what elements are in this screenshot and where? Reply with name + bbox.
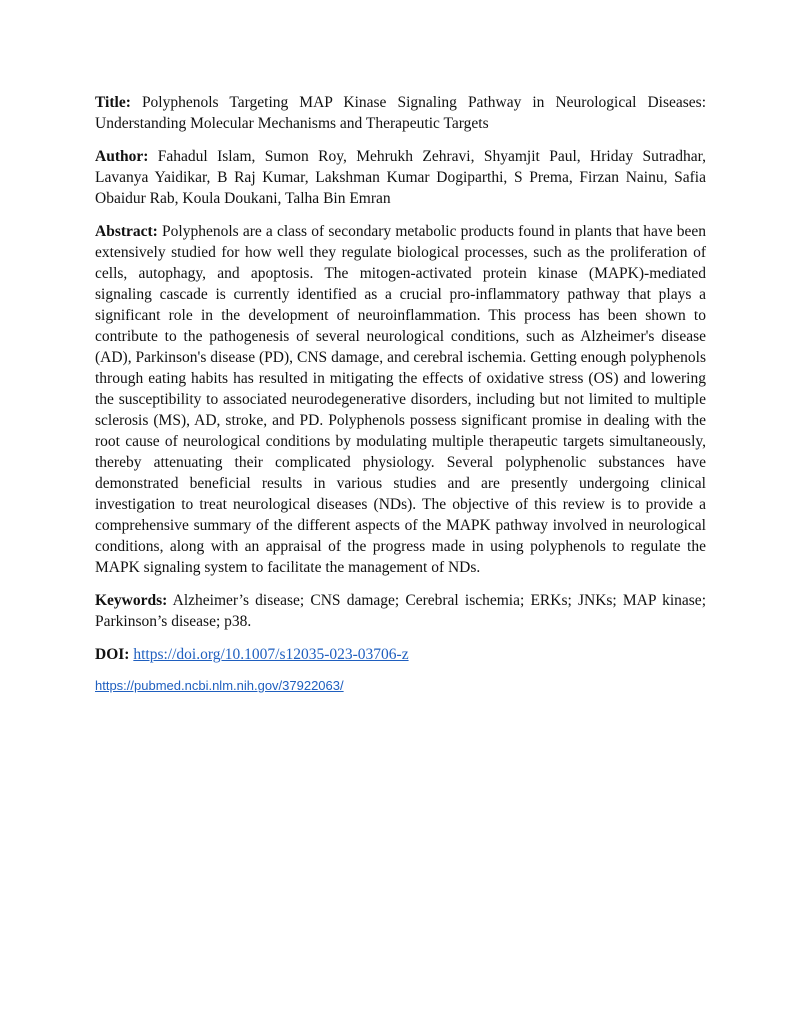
pubmed-line	[95, 677, 706, 695]
pubmed-link[interactable]: https://pubmed.ncbi.nlm.nih.gov/37922063/	[95, 678, 344, 693]
doi-paragraph	[95, 644, 706, 665]
abstract-text: Polyphenols are a class of secondary metabolic products found in plants that have been extensively studied for how well they regulate biological processes, such as the proliferation of cells, autophagy, and apoptosis. The mitogen-activated protein kinase (MAPK)-mediated signaling cascade is currently identified as a crucial pro-inflammatory pathway that plays a significant role in the development of neuroinflammation. This process has been shown to contribute to the pathogenesis of several neurological conditions, such as Alzheimer's disease (AD), Parkinson's disease (PD), CNS damage, and cerebral ischemia. Getting enough polyphenols through eating habits has resulted in mitigating the effects of oxidative stress (OS) and lowering the susceptibility to associated neurodegenerative disorders, including but not limited to multiple sclerosis (MS), AD, stroke, and PD. Polyphenols possess significant promise in dealing with the root cause of neurological conditions by modulating multiple therapeutic targets simultaneously, thereby attenuating their complicated physiology. Several polyphenolic substances have demonstrated beneficial results in various studies and are presently undergoing clinical investigation to treat neurological diseases (NDs). The objective of this review is to provide a comprehensive summary of the different aspects of the MAPK pathway involved in neurological conditions, along with an appraisal of the progress made in using polyphenols to regulate the MAPK signaling system to facilitate the management of NDs.	[95, 223, 706, 576]
abstract-label: Abstract:	[95, 223, 158, 240]
abstract-paragraph	[95, 221, 706, 578]
keywords-label: Keywords:	[95, 592, 168, 609]
document-page	[95, 92, 706, 695]
title-text: Polyphenols Targeting MAP Kinase Signaling Pathway in Neurological Diseases: Understanding Molecular Mechanisms and Therapeutic Targets	[95, 94, 706, 132]
title-paragraph	[95, 92, 706, 134]
keywords-text: Alzheimer’s disease; CNS damage; Cerebral ischemia; ERKs; JNKs; MAP kinase; Parkinson’s disease; p38.	[95, 592, 706, 630]
doi-link[interactable]: https://doi.org/10.1007/s12035-023-03706-z	[133, 646, 409, 663]
author-label: Author:	[95, 148, 149, 165]
author-text: Fahadul Islam, Sumon Roy, Mehrukh Zehravi, Shyamjit Paul, Hriday Sutradhar, Lavanya Yaidikar, B Raj Kumar, Lakshman Kumar Dogiparthi, S Prema, Firzan Nainu, Safia Obaidur Rab, Koula Doukani, Talha Bin Emran	[95, 148, 706, 207]
author-paragraph	[95, 146, 706, 209]
keywords-paragraph	[95, 590, 706, 632]
doi-label: DOI:	[95, 646, 130, 663]
title-label: Title:	[95, 94, 131, 111]
